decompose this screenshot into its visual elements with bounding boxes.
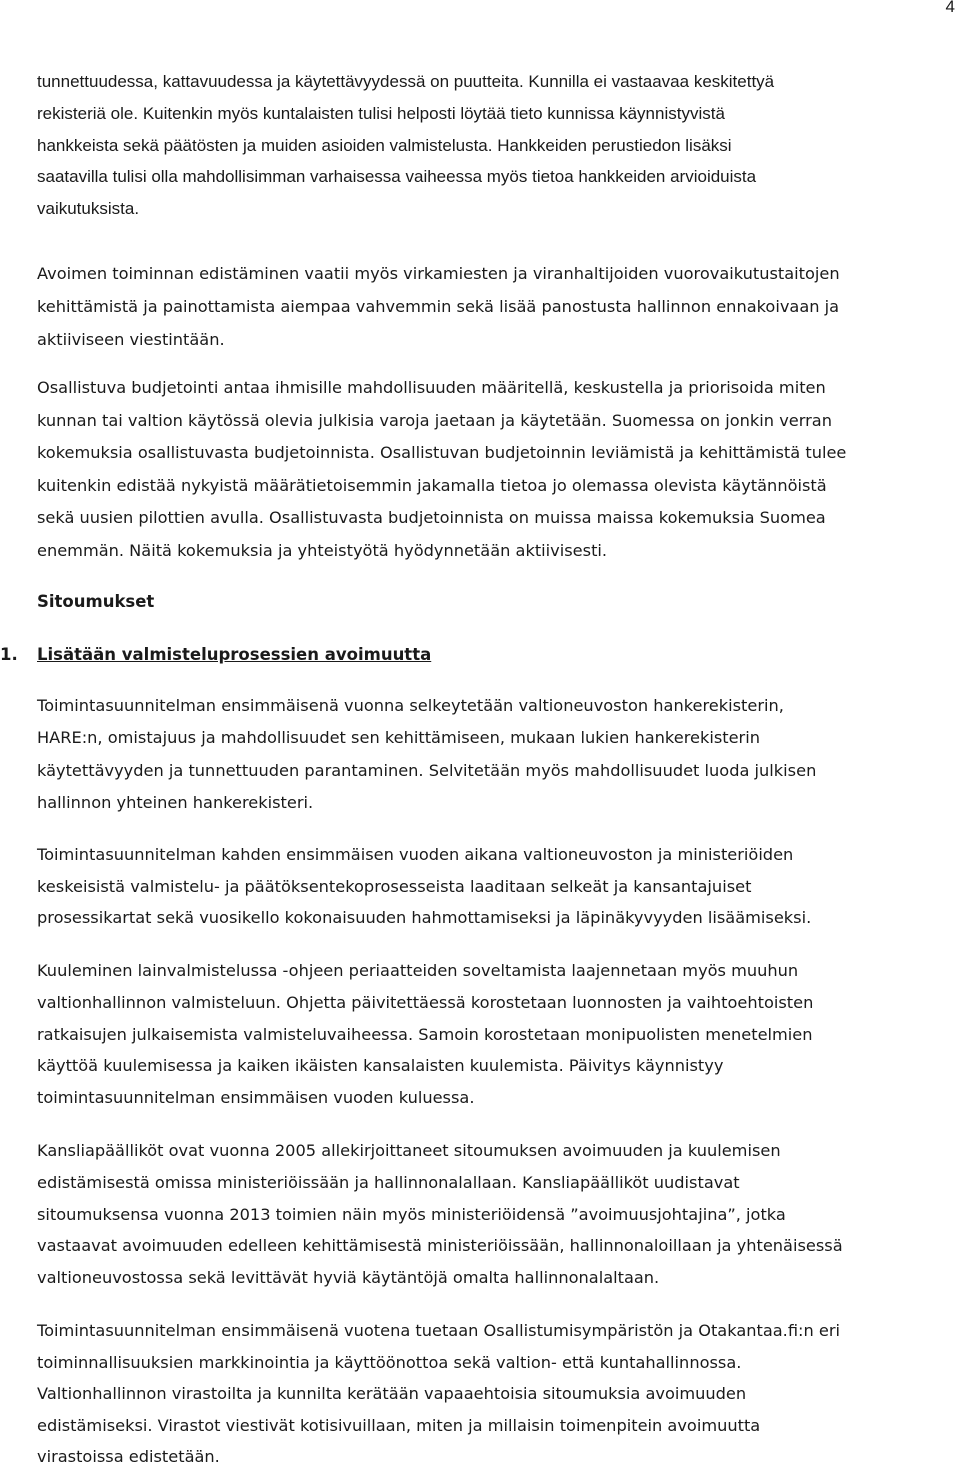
paragraph-line: enemmän. Näitä kokemuksia ja yhteistyötä hyödynnetään aktiivisesti.: [37, 540, 608, 560]
paragraph-line: Toimintasuunnitelman ensimmäisenä vuonna selkeytetään valtioneuvoston hankerekisterin,: [37, 696, 784, 715]
section-heading: Sitoumukset: [37, 592, 155, 611]
paragraph-line: HARE:n, omistajuus ja mahdollisuudet sen kehittämiseen, mukaan lukien hankerekisterin: [37, 728, 760, 748]
paragraph-line: ratkaisujen julkaisemista valmisteluvaiheessa. Samoin korostetaan monipuolisten menetelmien: [37, 1024, 813, 1044]
paragraph-line: sitoumuksensa vuonna 2013 toimien näin myös ministeriöidensä ”avoimuusjohtajina”, jotka: [37, 1204, 786, 1224]
paragraph-line: vastaavat avoimuuden edelleen kehittämisestä ministeriöissään, hallinnonaloillaan ja yhtenäisessä: [37, 1236, 843, 1256]
paragraph-line: Toimintasuunnitelman ensimmäisenä vuotena tuetaan Osallistumisympäristön ja Otakantaa.fi:n eri: [37, 1321, 840, 1340]
paragraph-4: [37, 690, 946, 819]
paragraph-line: Kuuleminen lainvalmistelussa -ohjeen periaatteiden soveltamista laajennetaan myös muuhun: [37, 961, 799, 980]
paragraph-line: Toimintasuunnitelman kahden ensimmäisen vuoden aikana valtioneuvoston ja ministeriöiden: [37, 845, 794, 864]
paragraph-line: prosessikartat sekä vuosikello kokonaisuuden hahmottamiseksi ja läpinäkyvyyden lisäämiseksi.: [37, 908, 812, 928]
paragraph-8: [37, 1315, 946, 1473]
paragraph-1: [37, 66, 946, 225]
paragraph-line: Kansliapäälliköt ovat vuonna 2005 allekirjoittaneet sitoumuksen avoimuuden ja kuulemisen: [37, 1141, 781, 1160]
paragraph-line: tunnettuudessa, kattavuudessa ja käytettävyydessä on puutteita. Kunnilla ei vastaavaa keskitettyä: [37, 72, 775, 91]
paragraph-line: Osallistuva budjetointi antaa ihmisille mahdollisuuden määritellä, keskustella ja priorisoida miten: [37, 378, 826, 397]
paragraph-line: kunnan tai valtion käytössä olevia julkisia varoja jaetaan ja käytetään. Suomessa on jonkin verran: [37, 410, 832, 430]
paragraph-line: käyttöä kuulemisessa ja kaiken ikäisten kansalaisten kuulemista. Päivitys käynnistyy: [37, 1056, 724, 1076]
paragraph-line: virastoissa edistetään.: [37, 1447, 220, 1467]
paragraph-line: käytettävyyden ja tunnettuuden parantaminen. Selvitetään myös mahdollisuudet luoda julkisen: [37, 760, 817, 780]
paragraph-line: kehittämistä ja painottamista aiempaa vahvemmin sekä lisää panostusta hallinnon ennakoivaan ja: [37, 297, 840, 316]
paragraph-line: hallinnon yhteinen hankerekisteri.: [37, 792, 314, 812]
paragraph-line: edistämiseksi. Virastot viestivät kotisivuillaan, miten ja millaisin toimenpitein avoimuutta: [37, 1415, 761, 1435]
paragraph-line: keskeisistä valmistelu- ja päätöksentekoprosesseista laaditaan selkeät ja kansantajuiset: [37, 876, 752, 896]
paragraph-line: Valtionhallinnon virastoilta ja kunnilta kerätään vapaaehtoisia sitoumuksia avoimuuden: [37, 1384, 747, 1404]
paragraph-line: Avoimen toiminnan edistäminen vaatii myös virkamiesten ja viranhaltijoiden vuorovaikutustaitojen: [37, 264, 840, 283]
paragraph-3: [37, 372, 946, 568]
paragraph-line: rekisteriä ole. Kuitenkin myös kuntalaisten tulisi helposti löytää tieto kunnissa käynnistyvistä: [37, 103, 725, 123]
paragraph-line: kuitenkin edistää nykyistä määrätietoisemmin jakamalla tietoa jo olemassa olevista käytännöistä: [37, 475, 827, 495]
paragraph-line: valtioneuvostossa sekä levittävät hyviä käytäntöjä omalta hallinnonalaltaan.: [37, 1268, 660, 1288]
page-number: 4: [945, 0, 955, 16]
paragraph-line: hankkeista sekä päätösten ja muiden asioiden valmistelusta. Hankkeiden perustiedon lisäksi: [37, 135, 732, 155]
paragraph-7: [37, 1135, 946, 1294]
paragraph-line: toimintasuunnitelman ensimmäisen vuoden kuluessa.: [37, 1088, 475, 1108]
numbered-heading: [0, 643, 431, 667]
paragraph-line: kokemuksia osallistuvasta budjetoinnista. Osallistuvan budjetoinnin leviämistä ja kehittämistä tulee: [37, 443, 847, 463]
paragraph-line: edistämisestä omissa ministeriöissään ja hallinnonalallaan. Kansliapäälliköt uudistavat: [37, 1172, 740, 1192]
paragraph-line: toiminnallisuuksien markkinointia ja käyttöönottoa sekä valtion- että kuntahallinnossa.: [37, 1352, 742, 1372]
paragraph-line: sekä uusien pilottien avulla. Osallistuvasta budjetoinnista on muissa maissa kokemuksia Suomea: [37, 508, 826, 528]
heading-number: 1.: [0, 645, 18, 664]
paragraph-6: [37, 955, 946, 1114]
heading-title: Lisätään valmisteluprosessien avoimuutta: [37, 645, 432, 664]
paragraph-line: valtionhallinnon valmisteluun. Ohjetta päivitettäessä korostetaan luonnosten ja vaihtoehtoisten: [37, 992, 814, 1012]
paragraph-5: [37, 839, 946, 934]
paragraph-line: saatavilla tulisi olla mahdollisimman varhaisessa vaiheessa myös tietoa hankkeiden arvioiduista: [37, 167, 757, 187]
paragraph-line: vaikutuksista.: [37, 199, 140, 219]
paragraph-2: [37, 257, 946, 356]
paragraph-line: aktiiviseen viestintään.: [37, 330, 225, 349]
